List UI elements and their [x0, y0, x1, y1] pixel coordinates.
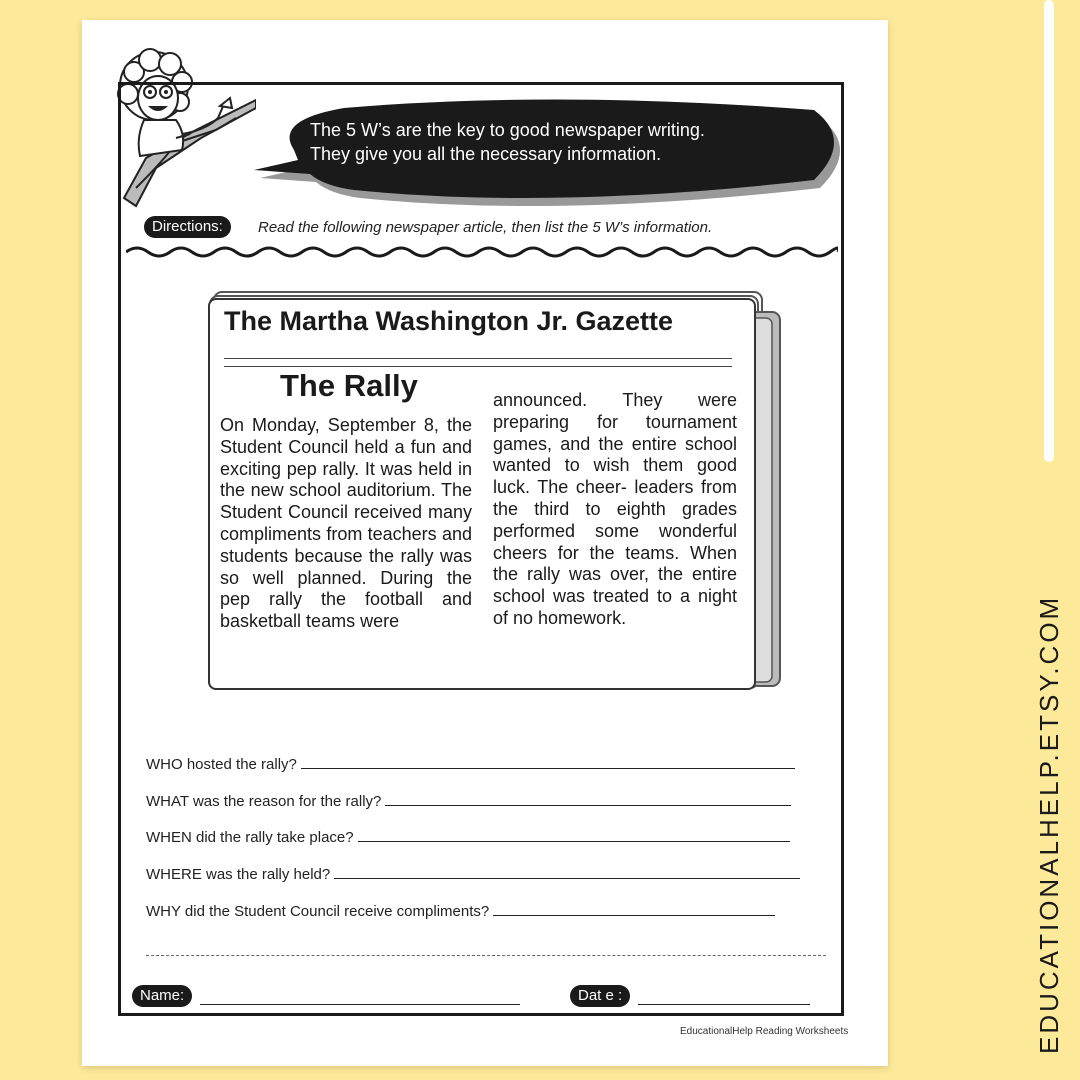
worksheet-page: [82, 20, 888, 1066]
answer-why-line[interactable]: [493, 901, 775, 916]
answer-what-line[interactable]: [385, 791, 791, 806]
question-where-label: WHERE was the rally held?: [146, 866, 331, 883]
answer-where-line[interactable]: [334, 864, 800, 879]
newspaper-name: The Martha Washington Jr. Gazette: [224, 306, 674, 336]
article-headline: The Rally: [280, 368, 418, 403]
wavy-divider: [126, 244, 838, 260]
directions-text: Read the following newspaper article, then list the 5 W’s information.: [258, 219, 713, 236]
question-what-label: WHAT was the reason for the rally?: [146, 793, 382, 810]
speech-bubble-text: [310, 118, 810, 166]
question-why: [146, 901, 775, 920]
bubble-line-1: The 5 W’s are the key to good newspaper writing.: [310, 120, 705, 140]
masthead-rule-bottom: [224, 366, 732, 367]
name-label: Name:: [132, 985, 192, 1007]
name-line[interactable]: [200, 1004, 520, 1005]
question-what: [146, 791, 791, 810]
answer-why-continuation-line[interactable]: [146, 955, 826, 956]
question-who: [146, 754, 795, 773]
question-when: [146, 827, 790, 846]
article-column-left: On Monday, September 8, the Student Council held a fun and exciting pep rally. It was held in the new school auditorium. The Student Council received many compliments from teachers and students because the rally was so well planned. During the pep rally the football and basketball teams were: [220, 415, 472, 632]
question-when-label: WHEN did the rally take place?: [146, 829, 354, 846]
article-column-right: announced. They were preparing for tournament games, and the entire school wanted to wish them good luck. The cheer- leaders from the third to eighth grades performed some wonderful cheers for the teams. When the rally was over, the entire school was treated to a night of no homework.: [493, 390, 737, 628]
answer-when-line[interactable]: [358, 827, 790, 842]
answer-who-line[interactable]: [301, 754, 795, 769]
bubble-line-2: They give you all the necessary information.: [310, 144, 662, 164]
question-where: [146, 864, 800, 883]
footer-credit: EducationalHelp Reading Worksheets: [680, 1026, 849, 1037]
scrollbar[interactable]: [1044, 0, 1054, 462]
masthead-rule-top: [224, 358, 732, 359]
date-line[interactable]: [638, 1004, 810, 1005]
date-label: Dat e :: [570, 985, 630, 1007]
directions-label: Directions:: [144, 216, 231, 238]
question-why-label: WHY did the Student Council receive compliments?: [146, 903, 490, 920]
question-who-label: WHO hosted the rally?: [146, 756, 297, 773]
etsy-shop-watermark: EDUCATIONALHELP.ETSY.COM: [1034, 594, 1064, 1054]
